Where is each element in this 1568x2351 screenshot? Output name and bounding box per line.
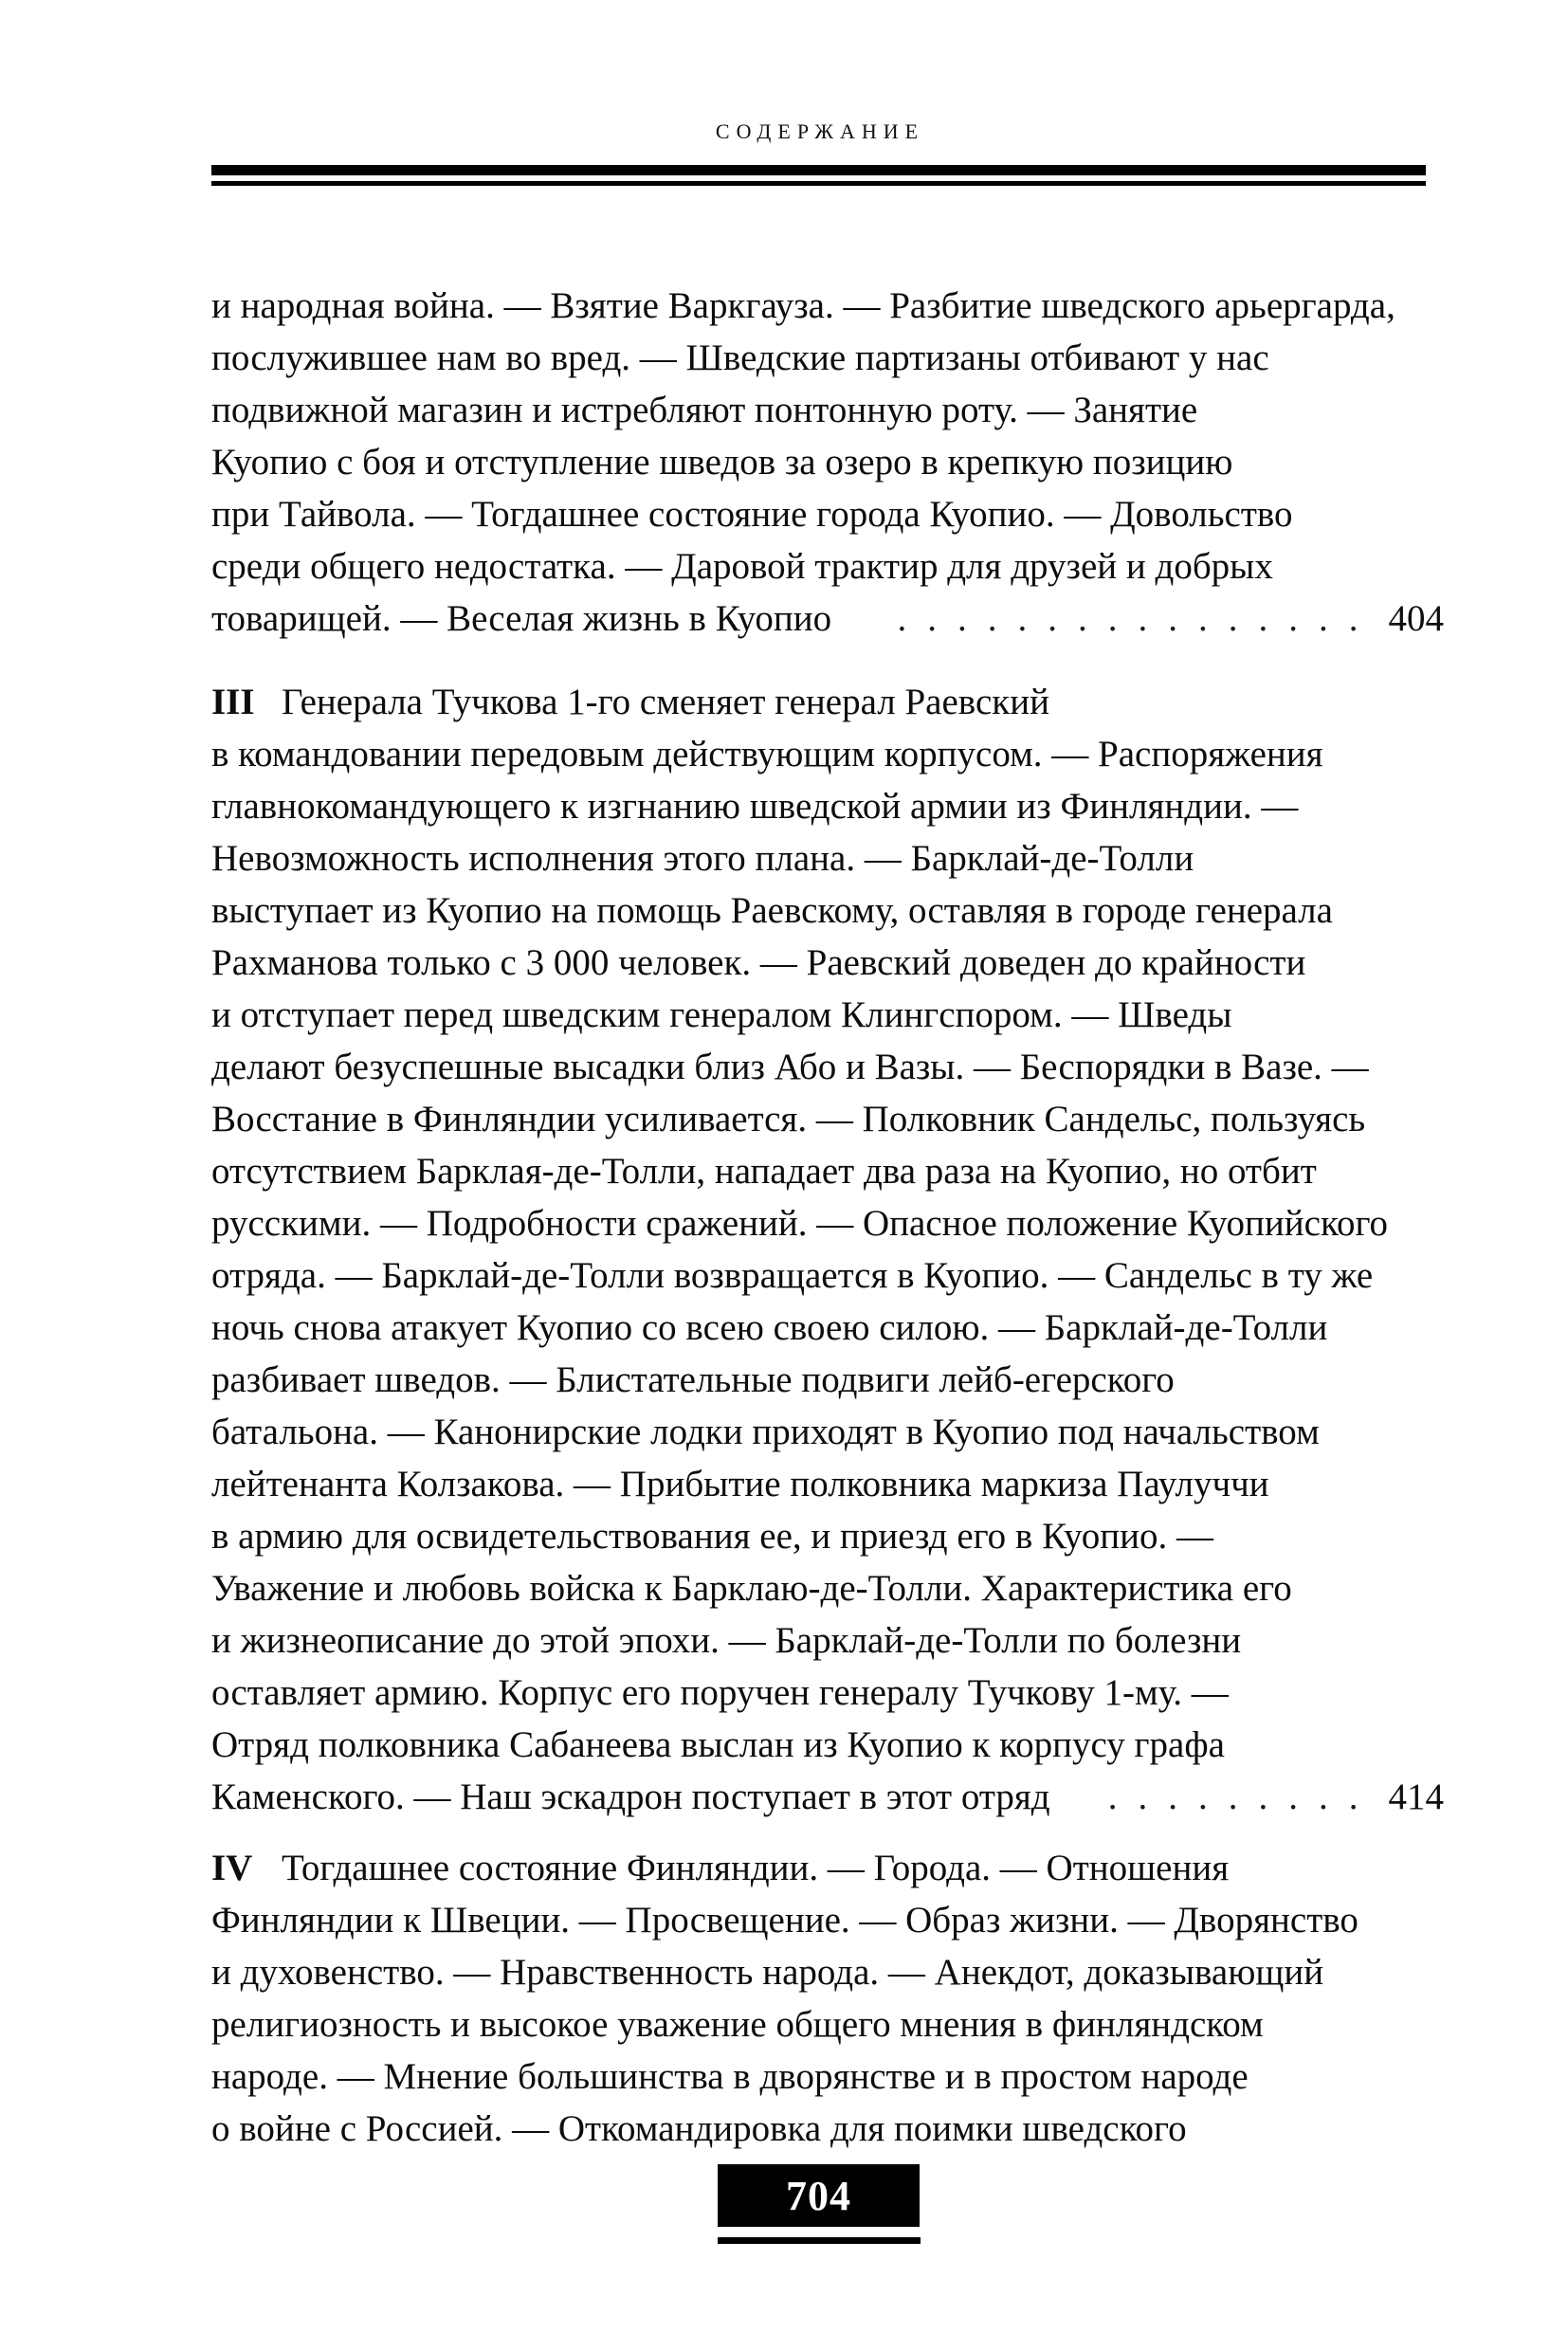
toc-line — [211, 1041, 1444, 1093]
toc-line-text: Финляндии к Швеции. — Просвещение. — Образ жизни. — Дворянство — [211, 1900, 1358, 1941]
toc-line-text: в командовании передовым действующим корпусом. — Распоряжения — [211, 734, 1323, 775]
toc-line-text: народе. — Мнение большинства в дворянстве и в простом народе — [211, 2056, 1249, 2097]
toc-line-text: Каменского. — Наш эскадрон поступает в этот отряд — [211, 1777, 1050, 1817]
toc-line-text: и жизнеописание до этой эпохи. — Барклай-де-Толли по болезни — [211, 1620, 1242, 1661]
toc-line — [211, 884, 1444, 937]
toc-line-text: Уважение и любовь войска к Барклаю-де-Толли. Характеристика его — [211, 1568, 1292, 1609]
toc-line — [211, 1406, 1444, 1458]
folio-box — [718, 2164, 920, 2227]
toc-line-text: ночь снова атакует Куопио со всею своею силою. — Барклай-де-Толли — [211, 1307, 1328, 1348]
section-number: III — [211, 682, 255, 722]
toc-line-text: Генерала Тучкова 1-го сменяет генерал Раевский — [282, 682, 1049, 722]
toc-line — [211, 989, 1444, 1041]
header-rule-thick — [211, 165, 1426, 175]
toc-line-text: Куопио с боя и отступление шведов за озеро в крепкую позицию — [211, 442, 1233, 483]
toc-line-text: при Тайвола. — Тогдашнее состояние города Куопио. — Довольство — [211, 494, 1293, 535]
page-ref: 414 — [1388, 1777, 1444, 1817]
toc-line-text: и духовенство. — Нравственность народа. — Анекдот, доказывающий — [211, 1952, 1324, 1993]
toc-line — [211, 1946, 1444, 1998]
toc-line-text: разбивает шведов. — Блистательные подвиги лейб-егерского — [211, 1359, 1175, 1400]
toc-line-text: товарищей. — Веселая жизнь в Куопио — [211, 598, 832, 639]
toc-line — [211, 2050, 1444, 2103]
toc-entry — [211, 676, 1444, 1823]
toc-line — [211, 1197, 1444, 1249]
toc-line — [211, 488, 1444, 540]
toc-line-text: религиозность и высокое уважение общего мнения в финляндском — [211, 2004, 1264, 2045]
header-rule-thin — [211, 181, 1426, 186]
toc-line — [211, 436, 1444, 488]
toc-line — [211, 1249, 1444, 1302]
toc-line-text: главнокомандующего к изгнанию шведской армии из Финляндии. — — [211, 786, 1299, 827]
toc-line-text: в армию для освидетельствования ее, и приезд его в Куопио. — — [211, 1516, 1213, 1557]
toc-line-text: лейтенанта Колзакова. — Прибытие полковника маркиза Паулуччи — [211, 1464, 1269, 1504]
toc-line — [211, 937, 1444, 989]
toc-entry — [211, 280, 1444, 645]
toc-line — [211, 676, 1444, 728]
toc-line-text: русскими. — Подробности сражений. — Опасное положение Куопийского — [211, 1203, 1388, 1244]
section-number: IV — [211, 1848, 253, 1888]
toc-line — [211, 1562, 1444, 1614]
dot-leader: ................ — [897, 598, 1379, 639]
toc-line — [211, 2103, 1444, 2155]
toc-line-text: подвижной магазин и истребляют понтонную роту. — Занятие — [211, 390, 1198, 430]
toc-line — [211, 1302, 1444, 1354]
toc-line-text: отряда. — Барклай-де-Толли возвращается в Куопио. — Сандельс в ту же — [211, 1255, 1374, 1296]
toc-line-text: о войне с Россией. — Откомандировка для поимки шведского — [211, 2108, 1187, 2149]
toc-line-text: Невозможность исполнения этого плана. — Барклай-де-Толли — [211, 838, 1194, 879]
toc-line — [211, 1719, 1444, 1771]
toc-line-text: Тогдашнее состояние Финляндии. — Города. — Отношения — [282, 1848, 1230, 1888]
contents-title: СОДЕРЖАНИЕ — [715, 119, 925, 143]
toc-line — [211, 280, 1444, 332]
toc-line — [211, 1093, 1444, 1145]
toc-line — [211, 1667, 1444, 1719]
toc-line — [211, 1614, 1444, 1667]
toc-line — [211, 1145, 1444, 1197]
toc-line-text: отсутствием Барклая-де-Толли, нападает два раза на Куопио, но отбит — [211, 1151, 1317, 1192]
toc-line-text: батальона. — Канонирские лодки приходят в Куопио под начальством — [211, 1412, 1320, 1452]
toc-entry — [211, 1842, 1444, 2155]
table-of-contents — [211, 280, 1444, 2155]
folio-rule — [718, 2237, 921, 2244]
toc-line — [211, 384, 1444, 436]
toc-line — [211, 332, 1444, 384]
toc-line-text: Отряд полковника Сабанеева выслан из Куопио к корпусу графа — [211, 1724, 1225, 1765]
toc-line-text: и отступает перед шведским генералом Клингспором. — Шведы — [211, 994, 1232, 1035]
toc-line-text: среди общего недостатка. — Даровой трактир для друзей и добрых — [211, 546, 1273, 587]
toc-line — [211, 1510, 1444, 1562]
toc-line — [211, 540, 1444, 592]
toc-line — [211, 1998, 1444, 2050]
toc-line-text: Рахманова только с 3 000 человек. — Раевский доведен до крайности — [211, 942, 1306, 983]
toc-line — [211, 780, 1444, 832]
toc-line — [211, 1354, 1444, 1406]
folio-page-number: 704 — [786, 2172, 851, 2219]
toc-line-text: Восстание в Финляндии усиливается. — Полковник Сандельс, пользуясь — [211, 1099, 1366, 1139]
toc-line — [211, 1458, 1444, 1510]
toc-line — [211, 1771, 1444, 1823]
toc-line-text: оставляет армию. Корпус его поручен генералу Тучкову 1-му. — — [211, 1672, 1229, 1713]
toc-line-text: и народная война. — Взятие Варкгауза. — Разбитие шведского арьергарда, — [211, 285, 1395, 326]
toc-line — [211, 1894, 1444, 1946]
toc-line-text: послужившее нам во вред. — Шведские партизаны отбивают у нас — [211, 337, 1269, 378]
dot-leader: ......... — [1107, 1777, 1379, 1817]
toc-line-text: выступает из Куопио на помощь Раевскому, оставляя в городе генерала — [211, 890, 1333, 931]
toc-line — [211, 592, 1444, 645]
toc-line — [211, 832, 1444, 884]
toc-line — [211, 1842, 1444, 1894]
toc-line — [211, 728, 1444, 780]
page-ref: 404 — [1388, 598, 1444, 639]
toc-line-text: делают безуспешные высадки близ Або и Вазы. — Беспорядки в Вазе. — — [211, 1047, 1369, 1087]
